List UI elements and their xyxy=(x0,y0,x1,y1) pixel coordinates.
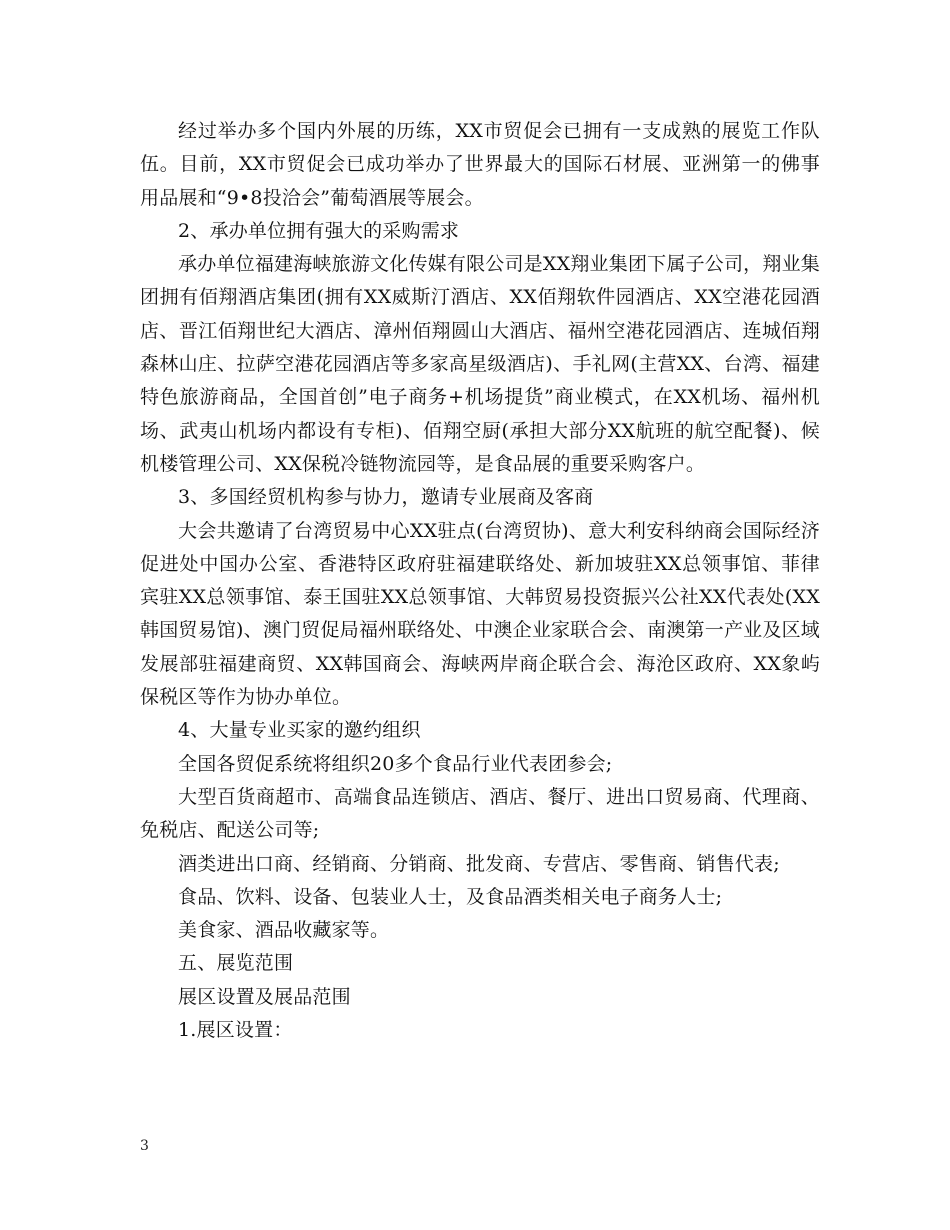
paragraph-buyer-food-industry: 食品、饮料、设备、包装业人士，及食品酒类相关电子商务人士; xyxy=(178,885,723,908)
heading-professional-buyers: 4、大量专业买家的邀约组织 xyxy=(178,719,421,742)
paragraph-buyer-delegations: 全国各贸促系统将组织20多个食品行业代表团参会; xyxy=(178,752,613,775)
document-body xyxy=(140,115,820,1047)
heading-exhibition-scope: 五、展览范围 xyxy=(178,952,294,975)
paragraph-buyer-gourmets: 美食家、酒品收藏家等。 xyxy=(178,919,390,942)
paragraph-zone-setup: 1.展区设置： xyxy=(178,1019,293,1042)
paragraph-exhibition-experience: 经过举办多个国内外展的历练，XX市贸促会已拥有一支成熟的展览工作队伍。目前，XX市贸促会已成功举办了世界最大的国际石材展、亚洲第一的佛事用品展和“9•8投洽会”葡萄酒展等展会。 xyxy=(140,120,820,209)
paragraph-co-organizers: 大会共邀请了台湾贸易中心XX驻点(台湾贸协)、意大利安科纳商会国际经济促进处中国办公室、香港特区政府驻福建联络处、新加坡驻XX总领事馆、菲律宾驻XX总领事馆、泰王国驻XX总领事馆、大韩贸易投资振兴公社XX代表处(XX韩国贸易馆)、澳门贸促局福州联络处、中澳企业家联合会、南澳第一产业及区域发展部驻福建商贸、XX韩国商会、海峡两岸商企联合会、海沧区政府、XX象屿保税区等作为协办单位。 xyxy=(140,519,820,709)
heading-foreign-trade-agencies: 3、多国经贸机构参与协力，邀请专业展商及客商 xyxy=(178,486,594,509)
paragraph-buyer-wine-traders: 酒类进出口商、经销商、分销商、批发商、专营店、零售商、销售代表; xyxy=(178,852,780,875)
paragraph-buyer-retailers: 大型百货商超市、高端食品连锁店、酒店、餐厅、进出口贸易商、代理商、免税店、配送公司等; xyxy=(140,785,820,842)
heading-purchasing-demand: 2、承办单位拥有强大的采购需求 xyxy=(178,219,460,242)
paragraph-organizer-group: 承办单位福建海峡旅游文化传媒有限公司是XX翔业集团下属子公司，翔业集团拥有佰翔酒店集团(拥有XX威斯汀酒店、XX佰翔软件园酒店、XX空港花园酒店、晋江佰翔世纪大酒店、漳州佰翔圆山大酒店、福州空港花园酒店、连城佰翔森林山庄、拉萨空港花园酒店等多家高星级酒店)、手礼网(主营XX、台湾、福建特色旅游商品，全国首创”电子商务+机场提货”商业模式，在XX机场、福州机场、武夷山机场内都设有专柜)、佰翔空厨(承担大部分XX航班的航空配餐)、候机楼管理公司、XX保税冷链物流园等，是食品展的重要采购客户。 xyxy=(140,253,820,475)
paragraph-zone-and-products: 展区设置及展品范围 xyxy=(178,985,351,1008)
page-number: 3 xyxy=(140,1138,149,1154)
